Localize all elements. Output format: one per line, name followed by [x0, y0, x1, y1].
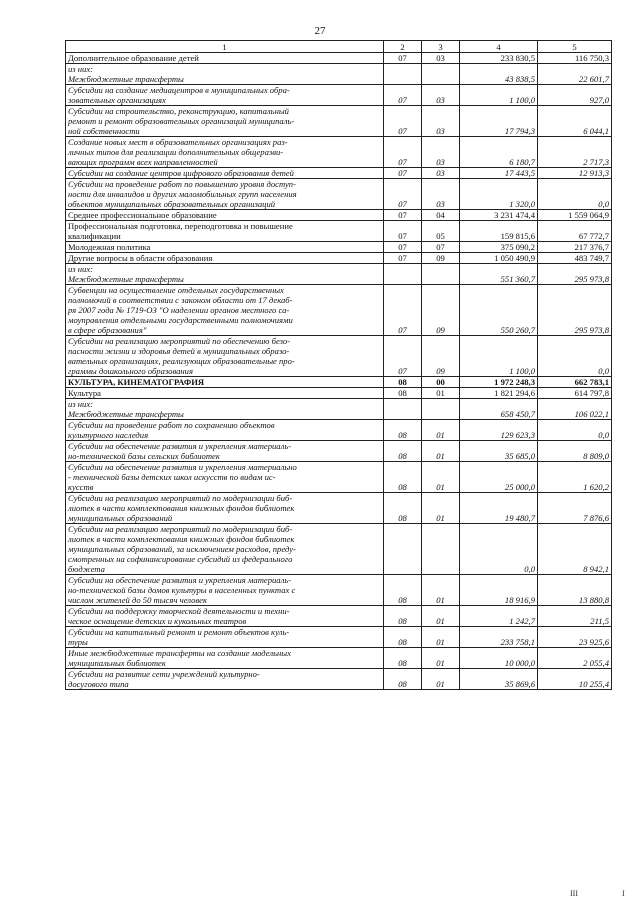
section-code-cell: 07: [384, 85, 422, 106]
executed-amount-cell: 8 942,1: [538, 524, 612, 575]
table-row: [66, 264, 612, 285]
subsection-code-cell: 05: [422, 221, 460, 242]
approved-amount-cell: 25 000,0: [460, 462, 538, 493]
section-code-cell: 08: [384, 606, 422, 627]
approved-amount-cell: 233 758,1: [460, 627, 538, 648]
section-code-cell: [384, 64, 422, 85]
executed-amount-cell: 217 376,7: [538, 242, 612, 253]
executed-amount-cell: 10 255,4: [538, 669, 612, 690]
table-row: [66, 493, 612, 524]
row-name-cell: Субсидии на создание медиацентров в муниципальных обра- зовательных организациях: [66, 85, 384, 106]
approved-amount-cell: 17 443,5: [460, 168, 538, 179]
section-code-cell: 07: [384, 210, 422, 221]
executed-amount-cell: 8 809,0: [538, 441, 612, 462]
section-code-cell: 08: [384, 669, 422, 690]
subsection-code-cell: 01: [422, 648, 460, 669]
approved-amount-cell: 129 623,3: [460, 420, 538, 441]
table-row: [66, 64, 612, 85]
footer-mark-right: I: [622, 889, 625, 898]
section-code-cell: 08: [384, 627, 422, 648]
subsection-code-cell: 01: [422, 462, 460, 493]
section-code-cell: [384, 399, 422, 420]
approved-amount-cell: 1 821 294,6: [460, 388, 538, 399]
table-row: [66, 253, 612, 264]
row-name-cell: Субсидии на реализацию мероприятий по обеспечению безо- пасности жизни и здоровья детей в муниципальных образо- вательных организациях, реализующих образовательные про- граммы дошкольного образования: [66, 336, 384, 377]
row-name-cell: Субсидии на строительство, реконструкцию, капитальный ремонт и ремонт образовательных организаций муниципаль- ной собственности: [66, 106, 384, 137]
approved-amount-cell: 6 180,7: [460, 137, 538, 168]
table-row: [66, 669, 612, 690]
section-code-cell: 07: [384, 179, 422, 210]
budget-table: [65, 40, 612, 690]
table-row: [66, 221, 612, 242]
row-name-cell: из них: Межбюджетные трансферты: [66, 264, 384, 285]
executed-amount-cell: 7 876,6: [538, 493, 612, 524]
executed-amount-cell: 12 913,3: [538, 168, 612, 179]
table-row: [66, 441, 612, 462]
section-code-cell: 08: [384, 493, 422, 524]
page-number: 27: [314, 25, 326, 37]
executed-amount-cell: 295 973,8: [538, 285, 612, 336]
row-name-cell: Субвенции на осуществление отдельных государственных полномочий в соответствии с законом области от 17 декаб- ря 2007 года № 1719-ОЗ "О наделении органов местного са- моуправления отдельными государственными полномочиями в сфере образования": [66, 285, 384, 336]
section-code-cell: 07: [384, 253, 422, 264]
table-row: [66, 85, 612, 106]
row-name-cell: из них: Межбюджетные трансферты: [66, 64, 384, 85]
executed-amount-cell: 116 750,3: [538, 53, 612, 64]
approved-amount-cell: 1 050 490,9: [460, 253, 538, 264]
approved-amount-cell: 0,0: [460, 524, 538, 575]
executed-amount-cell: 211,5: [538, 606, 612, 627]
row-name-cell: Субсидии на реализацию мероприятий по модернизации биб- лиотек в части комплектования книжных фондов библиотек муниципальных образований, за исключением расходов, преду- смотренных на софинансирование субсидий из федерального бюджета: [66, 524, 384, 575]
row-name-cell: Дополнительное образование детей: [66, 53, 384, 64]
section-code-cell: 08: [384, 462, 422, 493]
subsection-code-cell: 01: [422, 493, 460, 524]
subsection-code-cell: 01: [422, 441, 460, 462]
row-name-cell: Субсидии на проведение работ по сохранению объектов культурного наследия: [66, 420, 384, 441]
table-row: [66, 399, 612, 420]
row-name-cell: Субсидии на капитальный ремонт и ремонт объектов куль- туры: [66, 627, 384, 648]
table-row: [66, 285, 612, 336]
subsection-code-cell: 03: [422, 85, 460, 106]
budget-table-body: [66, 41, 612, 690]
executed-amount-cell: 2 717,3: [538, 137, 612, 168]
approved-amount-cell: 159 815,6: [460, 221, 538, 242]
approved-amount-cell: 3 231 474,4: [460, 210, 538, 221]
section-code-cell: [384, 264, 422, 285]
subsection-code-cell: 04: [422, 210, 460, 221]
subsection-code-cell: 00: [422, 377, 460, 388]
table-row: [66, 575, 612, 606]
section-code-cell: 08: [384, 420, 422, 441]
executed-amount-cell: 23 925,6: [538, 627, 612, 648]
table-header-row: [66, 41, 612, 53]
approved-amount-cell: 17 794,3: [460, 106, 538, 137]
subsection-code-cell: 03: [422, 179, 460, 210]
table-row: [66, 137, 612, 168]
approved-amount-cell: 35 685,0: [460, 441, 538, 462]
approved-amount-cell: 375 090,2: [460, 242, 538, 253]
executed-amount-cell: 67 772,7: [538, 221, 612, 242]
header-cell: 1: [66, 41, 384, 53]
subsection-code-cell: 01: [422, 388, 460, 399]
section-code-cell: 07: [384, 106, 422, 137]
subsection-code-cell: 01: [422, 627, 460, 648]
approved-amount-cell: 1 320,0: [460, 179, 538, 210]
executed-amount-cell: 1 620,2: [538, 462, 612, 493]
approved-amount-cell: 1 972 248,3: [460, 377, 538, 388]
executed-amount-cell: 0,0: [538, 179, 612, 210]
subsection-code-cell: 09: [422, 285, 460, 336]
section-code-cell: 08: [384, 648, 422, 669]
table-row: [66, 336, 612, 377]
executed-amount-cell: 662 783,1: [538, 377, 612, 388]
row-name-cell: Субсидии на создание центров цифрового образования детей: [66, 168, 384, 179]
approved-amount-cell: 18 916,9: [460, 575, 538, 606]
subsection-code-cell: 01: [422, 420, 460, 441]
executed-amount-cell: 0,0: [538, 420, 612, 441]
subsection-code-cell: 01: [422, 575, 460, 606]
section-code-cell: 08: [384, 575, 422, 606]
executed-amount-cell: 927,0: [538, 85, 612, 106]
executed-amount-cell: 295 973,8: [538, 264, 612, 285]
row-name-cell: КУЛЬТУРА, КИНЕМАТОГРАФИЯ: [66, 377, 384, 388]
subsection-code-cell: 09: [422, 253, 460, 264]
approved-amount-cell: 1 242,7: [460, 606, 538, 627]
executed-amount-cell: 0,0: [538, 336, 612, 377]
table-row: [66, 210, 612, 221]
header-cell: 4: [460, 41, 538, 53]
section-code-cell: 08: [384, 441, 422, 462]
section-code-cell: 07: [384, 137, 422, 168]
section-code-cell: 07: [384, 336, 422, 377]
table-row: [66, 377, 612, 388]
executed-amount-cell: 483 749,7: [538, 253, 612, 264]
subsection-code-cell: [422, 64, 460, 85]
table-row: [66, 242, 612, 253]
table-row: [66, 627, 612, 648]
section-code-cell: 07: [384, 221, 422, 242]
header-cell: 2: [384, 41, 422, 53]
subsection-code-cell: 03: [422, 168, 460, 179]
table-row: [66, 179, 612, 210]
subsection-code-cell: 01: [422, 606, 460, 627]
executed-amount-cell: 2 055,4: [538, 648, 612, 669]
table-row: [66, 53, 612, 64]
subsection-code-cell: 03: [422, 137, 460, 168]
table-row: [66, 106, 612, 137]
row-name-cell: из них: Межбюджетные трансферты: [66, 399, 384, 420]
subsection-code-cell: [422, 524, 460, 575]
section-code-cell: 07: [384, 53, 422, 64]
table-row: [66, 462, 612, 493]
approved-amount-cell: 43 838,5: [460, 64, 538, 85]
executed-amount-cell: 13 880,8: [538, 575, 612, 606]
header-cell: 5: [538, 41, 612, 53]
subsection-code-cell: [422, 264, 460, 285]
header-cell: 3: [422, 41, 460, 53]
row-name-cell: Культура: [66, 388, 384, 399]
section-code-cell: 08: [384, 377, 422, 388]
footer-mark-left: III: [570, 889, 578, 898]
section-code-cell: 07: [384, 242, 422, 253]
table-row: [66, 524, 612, 575]
approved-amount-cell: 10 000,0: [460, 648, 538, 669]
subsection-code-cell: 01: [422, 669, 460, 690]
table-row: [66, 420, 612, 441]
section-code-cell: 07: [384, 285, 422, 336]
row-name-cell: Субсидии на проведение работ по повышению уровня доступ- ности для инвалидов и других маломобильных групп населения объектов муниципальных образовательных организаций: [66, 179, 384, 210]
subsection-code-cell: 07: [422, 242, 460, 253]
approved-amount-cell: 550 260,7: [460, 285, 538, 336]
section-code-cell: 08: [384, 388, 422, 399]
executed-amount-cell: 1 559 064,9: [538, 210, 612, 221]
approved-amount-cell: 233 830,5: [460, 53, 538, 64]
subsection-code-cell: 03: [422, 106, 460, 137]
row-name-cell: Иные межбюджетные трансферты на создание модельных муниципальных библиотек: [66, 648, 384, 669]
approved-amount-cell: 1 100,0: [460, 85, 538, 106]
section-code-cell: [384, 524, 422, 575]
table-row: [66, 606, 612, 627]
row-name-cell: Среднее профессиональное образование: [66, 210, 384, 221]
row-name-cell: Субсидии на поддержку творческой деятельности и техни- ческое оснащение детских и кукольных театров: [66, 606, 384, 627]
executed-amount-cell: 106 022,1: [538, 399, 612, 420]
executed-amount-cell: 6 044,1: [538, 106, 612, 137]
row-name-cell: Субсидии на обеспечение развития и укрепления материаль- но-технической базы домов культуры в населенных пунктах с числом жителей до 50 тысяч человек: [66, 575, 384, 606]
approved-amount-cell: 1 100,0: [460, 336, 538, 377]
table-row: [66, 648, 612, 669]
section-code-cell: 07: [384, 168, 422, 179]
subsection-code-cell: 03: [422, 53, 460, 64]
subsection-code-cell: [422, 399, 460, 420]
row-name-cell: Другие вопросы в области образования: [66, 253, 384, 264]
row-name-cell: Субсидии на реализацию мероприятий по модернизации биб- лиотек в части комплектования книжных фондов библиотек муниципальных образований: [66, 493, 384, 524]
subsection-code-cell: 09: [422, 336, 460, 377]
row-name-cell: Субсидии на обеспечение развития и укрепления материально - технической базы детских школ искусств по видам ис- кусств: [66, 462, 384, 493]
row-name-cell: Субсидии на обеспечение развития и укрепления материаль- но-технической базы сельских библиотек: [66, 441, 384, 462]
row-name-cell: Профессиональная подготовка, переподготовка и повышение квалификации: [66, 221, 384, 242]
row-name-cell: Молодежная политика: [66, 242, 384, 253]
approved-amount-cell: 19 480,7: [460, 493, 538, 524]
approved-amount-cell: 551 360,7: [460, 264, 538, 285]
table-row: [66, 388, 612, 399]
approved-amount-cell: 35 869,6: [460, 669, 538, 690]
approved-amount-cell: 658 450,7: [460, 399, 538, 420]
table-row: [66, 168, 612, 179]
executed-amount-cell: 22 601,7: [538, 64, 612, 85]
row-name-cell: Создание новых мест в образовательных организациях раз- личных типов для реализации дополнительных общеразви- вающих программ всех направленностей: [66, 137, 384, 168]
row-name-cell: Субсидии на развитие сети учреждений культурно- досугового типа: [66, 669, 384, 690]
executed-amount-cell: 614 797,8: [538, 388, 612, 399]
